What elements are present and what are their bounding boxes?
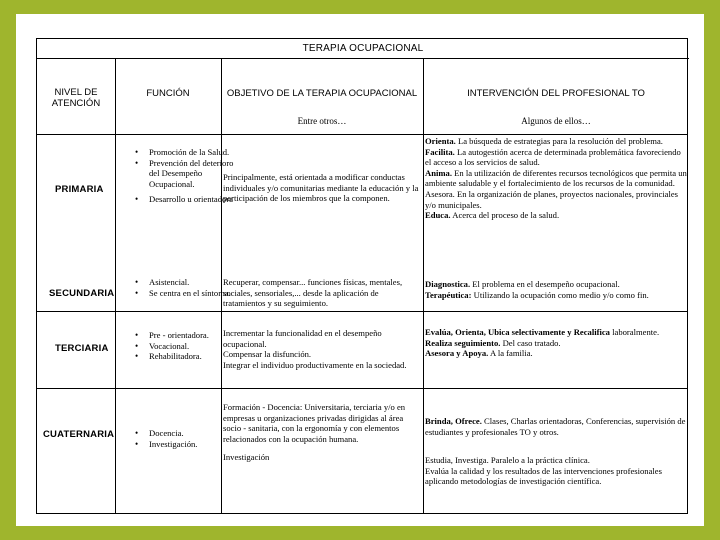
intervention-item — [425, 279, 687, 290]
intervention-text: Acerca del proceso de la salud. — [450, 210, 560, 221]
intervention-item — [425, 290, 687, 301]
function-item: • Desarrollo u orientadora — [149, 194, 241, 205]
slide — [16, 14, 704, 526]
intervention-text: En la utilización de diferentes recursos tecnológicos que permita un ambiente saludable y el fortalecimiento de los recursos de la comunidad. — [425, 167, 687, 189]
function-item: • Se centra en el síntoma. — [149, 288, 241, 299]
row-divider — [37, 311, 687, 312]
function-item: • Pre - orientadora. — [149, 330, 241, 341]
objective-text: Compensar la disfunción. — [223, 349, 312, 360]
interventions-primaria — [425, 136, 687, 221]
intervention-item — [425, 147, 687, 168]
level-cuaternaria: CUATERNARIA — [43, 429, 115, 440]
objective-text: Investigación — [223, 452, 270, 463]
level-terciaria: TERCIARIA — [55, 343, 109, 354]
header-funcion: FUNCIÓN — [146, 88, 190, 99]
interventions-secundaria — [425, 279, 687, 300]
intervention-text: laboralmente. — [609, 327, 660, 337]
intervention-label: Brinda, Ofrece. — [425, 416, 482, 426]
intervention-label: Asesora y Apoya. — [425, 348, 489, 359]
intervention-label: Facilita. — [425, 146, 455, 157]
intervention-label: Diagnostica. — [425, 279, 471, 289]
header-objetivo: OBJETIVO DE LA TERAPIA OCUPACIONAL — [226, 88, 418, 99]
function-item: • Promoción de la Salud. — [149, 147, 241, 158]
intervention-text: Estudia, Investiga. Paralelo a la práctica clínica. — [425, 455, 590, 466]
intervention-item — [425, 210, 687, 221]
objective-cuaternaria — [223, 402, 419, 463]
row-divider — [37, 134, 687, 135]
objective-primaria — [223, 172, 419, 204]
intervention-text: Evalúa la calidad y los resultados de las intervenciones profesionales aplicando metodologías de investigación científica. — [425, 465, 662, 487]
function-item: • Rehabilitadora. — [149, 351, 241, 362]
intervention-item — [425, 466, 687, 487]
intervention-label: Anima. — [425, 167, 452, 178]
intervention-item — [425, 136, 687, 147]
row-divider — [37, 388, 687, 389]
header-intervencion: INTERVENCIÓN DEL PROFESIONAL TO — [467, 88, 645, 99]
intervention-text: Del caso tratado. — [500, 337, 561, 348]
header-objetivo-sub: Entre otros… — [297, 116, 347, 126]
objective-text: Recuperar, compensar... funciones físicas, mentales, sociales, sensoriales,... desde la aplicación de tratamientos y su seguimiento. — [223, 277, 403, 309]
objective-terciaria — [223, 328, 419, 370]
intervention-text: Clases, Charlas orientadoras, Conferencias, supervisión de estudiantes y profesionales TO y otros. — [425, 416, 686, 437]
intervention-text: Utilizando la ocupación como medio y/o como fin. — [471, 289, 649, 300]
header-nivel: NIVEL DE ATENCIÓN — [51, 87, 101, 109]
intervention-text: Asesora. En la organización de planes, proyectos nacionales, provinciales y/o municipales. — [425, 188, 679, 210]
intervention-label: Evalúa, Orienta, Ubica selectivamente y Recalifica — [425, 327, 610, 337]
intervention-item — [425, 327, 687, 338]
intervention-text: La búsqueda de estrategias para la resolución del problema. — [455, 136, 663, 146]
intervention-text: A la familia. — [488, 348, 533, 359]
intervention-label: Terapéutica: — [425, 289, 472, 300]
function-item: • Asistencial. — [149, 277, 241, 288]
column-divider — [115, 59, 116, 513]
intervention-item — [425, 416, 687, 437]
level-secundaria: SECUNDARIA — [49, 288, 115, 299]
function-item: • Vocacional. — [149, 341, 241, 352]
intervention-item — [425, 189, 687, 210]
column-divider — [423, 59, 424, 513]
intervention-item — [425, 168, 687, 189]
occupational-therapy-table — [36, 38, 688, 514]
intervention-text: La autogestión acerca de determinada problemática favoreciendo el acceso a los servicios de salud. — [425, 146, 681, 168]
intervention-item — [425, 338, 687, 349]
objective-text: Incrementar la funcionalidad en el desempeño ocupacional. — [223, 328, 382, 349]
intervention-item — [425, 455, 687, 466]
objective-secundaria — [223, 277, 419, 309]
header-intervencion-sub: Algunos de ellos… — [521, 116, 591, 126]
interventions-terciaria — [425, 327, 687, 359]
intervention-text: El problema en el desempeño ocupacional. — [470, 279, 620, 289]
intervention-label: Realiza seguimiento. — [425, 337, 501, 348]
interventions-cuaternaria — [425, 416, 687, 487]
intervention-item — [425, 348, 687, 359]
level-primaria: PRIMARIA — [55, 184, 104, 195]
intervention-label: Educa. — [425, 210, 451, 221]
objective-text: Formación - Docencia: Universitaria, terciaria y/o en empresas u organizaciones privadas dirigidas al área socio - sanitaria, con la ergonomía y con elementos relacionados con la ocupación humana. — [223, 402, 406, 444]
objective-text: Integrar el individuo productivamente en la sociedad. — [223, 359, 407, 370]
intervention-label: Orienta. — [425, 136, 456, 146]
function-item: • Prevención del deterioro del Desempeño Ocupacional. — [149, 158, 241, 190]
objective-text: Principalmente, está orientada a modificar conductas individuales y/o comunitarias mediante la educación y la participación de los miembros que la componen. — [223, 172, 419, 204]
function-item: • Investigación. — [149, 439, 241, 450]
table-title: TERAPIA OCUPACIONAL — [37, 39, 689, 59]
function-item: • Docencia. — [149, 428, 241, 439]
